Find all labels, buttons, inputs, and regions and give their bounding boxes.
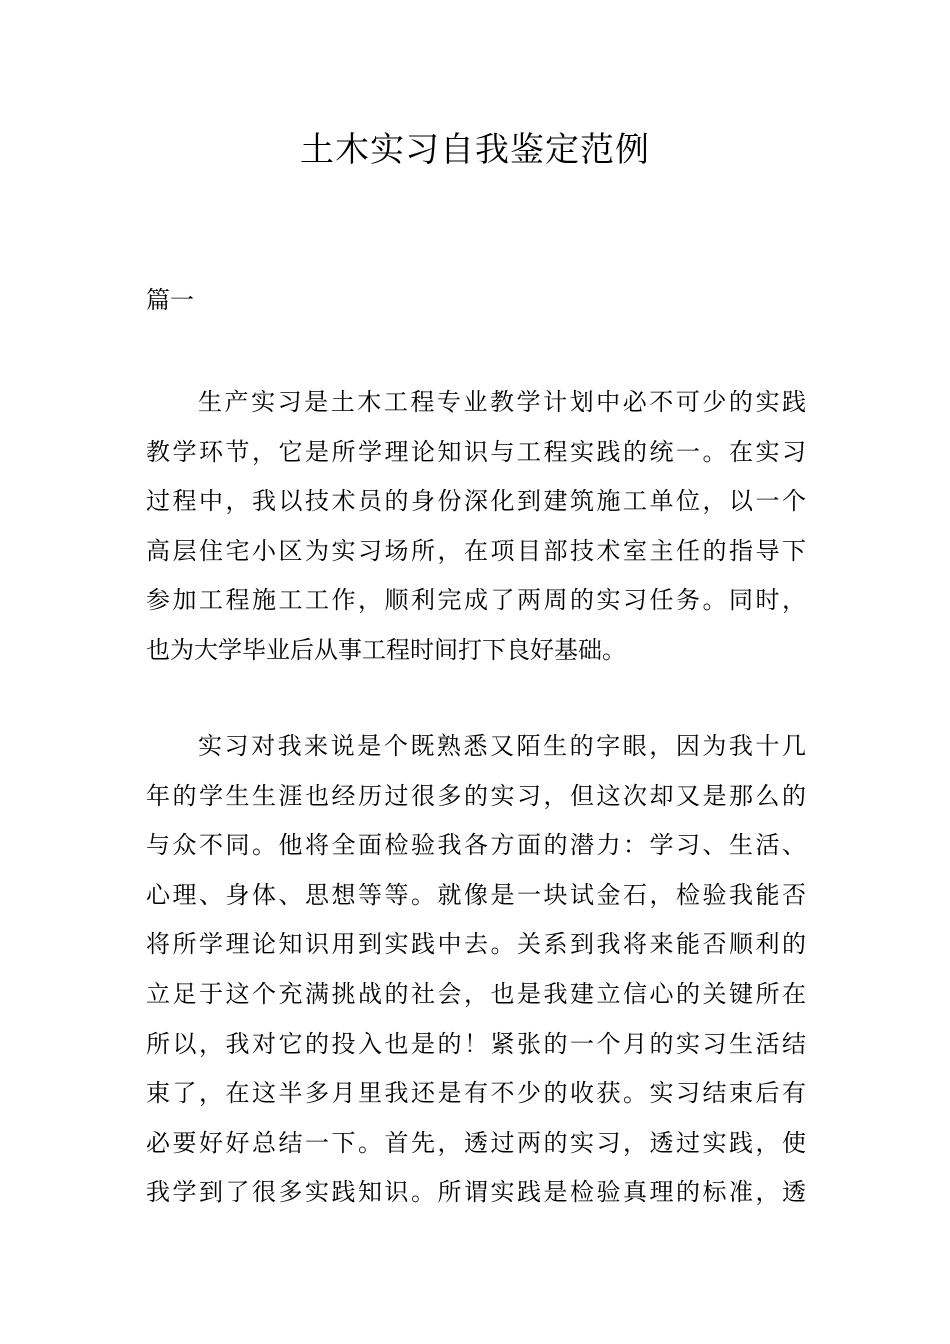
document-title: 土木实习自我鉴定范例	[300, 130, 650, 170]
paragraph-line: 束了，在这半多月里我还是有不少的收获。实习结束后有	[146, 1079, 806, 1108]
paragraph-line: 参加工程施工工作，顺利完成了两周的实习任务。同时，	[146, 586, 806, 615]
paragraph-line: 立足于这个充满挑战的社会，也是我建立信心的关键所在	[146, 979, 806, 1008]
paragraph-line: 高层住宅小区为实习场所，在项目部技术室主任的指导下	[146, 536, 806, 565]
paragraph-2	[146, 722, 806, 1218]
paragraph-line: 过程中，我以技术员的身份深化到建筑施工单位，以一个	[146, 487, 806, 516]
paragraph-line: 教学环节，它是所学理论知识与工程实践的统一。在实习	[146, 437, 806, 466]
paragraph-line: 也为大学毕业后从事工程时间打下良好基础。	[146, 635, 626, 664]
paragraph-line: 心理、身体、思想等等。就像是一块试金石，检验我能否	[146, 880, 806, 909]
paragraph-line: 年的学生生涯也经历过很多的实习，但这次却又是那么的	[146, 781, 806, 810]
paragraph-line: 生产实习是土木工程专业教学计划中必不可少的实践	[198, 388, 806, 416]
paragraph-line: 将所学理论知识用到实践中去。关系到我将来能否顺利的	[146, 930, 806, 959]
paragraph-line: 我学到了很多实践知识。所谓实践是检验真理的标准，透	[146, 1178, 806, 1207]
paragraph-line: 实习对我来说是个既熟悉又陌生的字眼，因为我十几	[198, 732, 806, 760]
section-label: 篇一	[146, 286, 194, 314]
paragraph-line: 与众不同。他将全面检验我各方面的潜力：学习、生活、	[146, 831, 806, 860]
paragraph-line: 所以，我对它的投入也是的！紧张的一个月的实习生活结	[146, 1029, 806, 1058]
paragraph-1	[146, 378, 806, 676]
paragraph-line: 必要好好总结一下。首先，透过两的实习，透过实践，使	[146, 1128, 806, 1157]
